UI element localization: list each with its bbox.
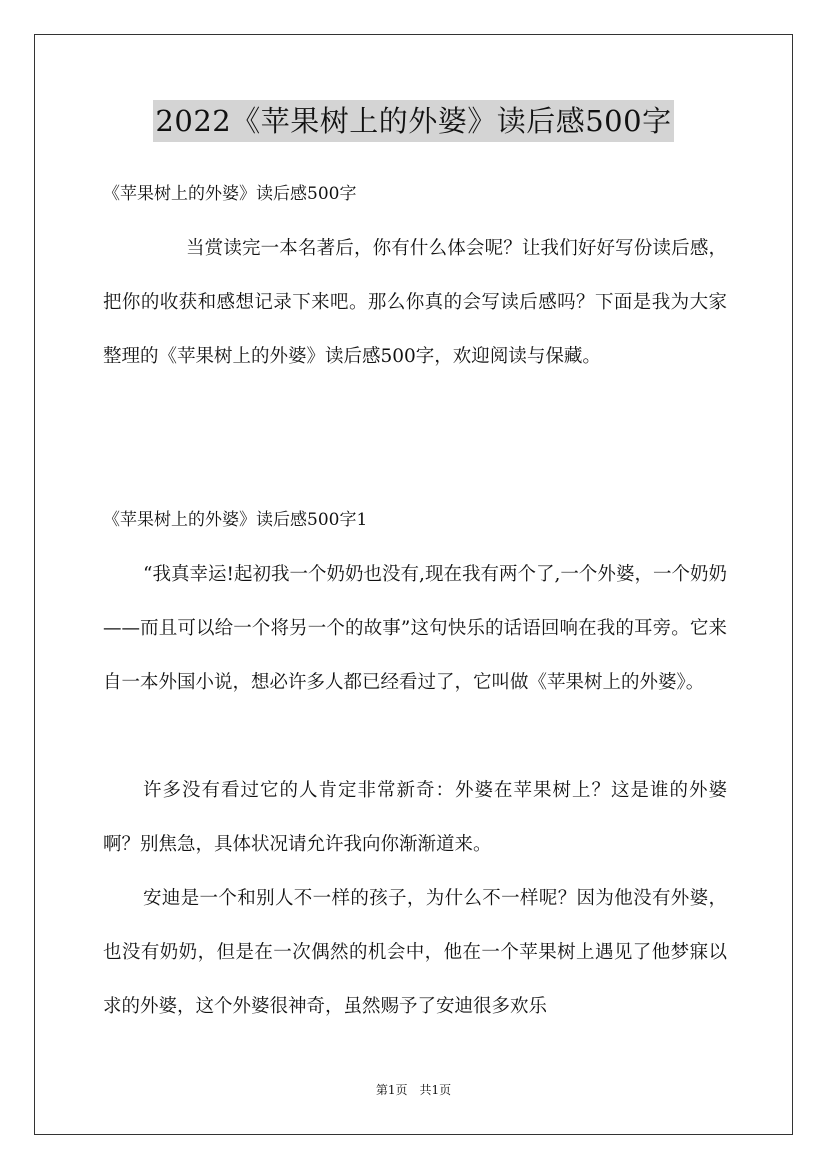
body-paragraph-2: 许多没有看过它的人肯定非常新奇：外婆在苹果树上？这是谁的外婆啊？别焦急，具体状况请允许我向你渐渐道来。 — [103, 780, 727, 855]
page-number-footer: 第1页 共1页 — [375, 1083, 452, 1097]
intro-paragraph: 当赏读完一本名著后，你有什么体会呢？让我们好好写份读后感，把你的收获和感想记录下来吧。那么你真的会写读后感吗？下面是我为大家整理的《苹果树上的外婆》读后感500字，欢迎阅读与保藏。 — [103, 238, 727, 367]
body-paragraph-1: “我真幸运!起初我一个奶奶也没有,现在我有两个了,一个外婆，一个奶奶——而且可以给一个将另一个的故事”这句快乐的话语回响在我的耳旁。它来自一本外国小说，想必许多人都已经看过了，它叫做《苹果树上的外婆》。 — [103, 564, 727, 693]
title-container — [0, 100, 827, 142]
body-paragraph-3: 安迪是一个和别人不一样的孩子，为什么不一样呢？因为他没有外婆，也没有奶奶，但是在一次偶然的机会中，他在一个苹果树上遇见了他梦寐以求的外婆，这个外婆很神奇，虽然赐予了安迪很多欢乐 — [103, 888, 727, 1017]
document-title: 2022《苹果树上的外婆》读后感500字 — [153, 100, 673, 142]
document-subtitle: 《苹果树上的外婆》读后感500字 — [103, 184, 357, 204]
section-heading: 《苹果树上的外婆》读后感500字1 — [103, 510, 368, 530]
